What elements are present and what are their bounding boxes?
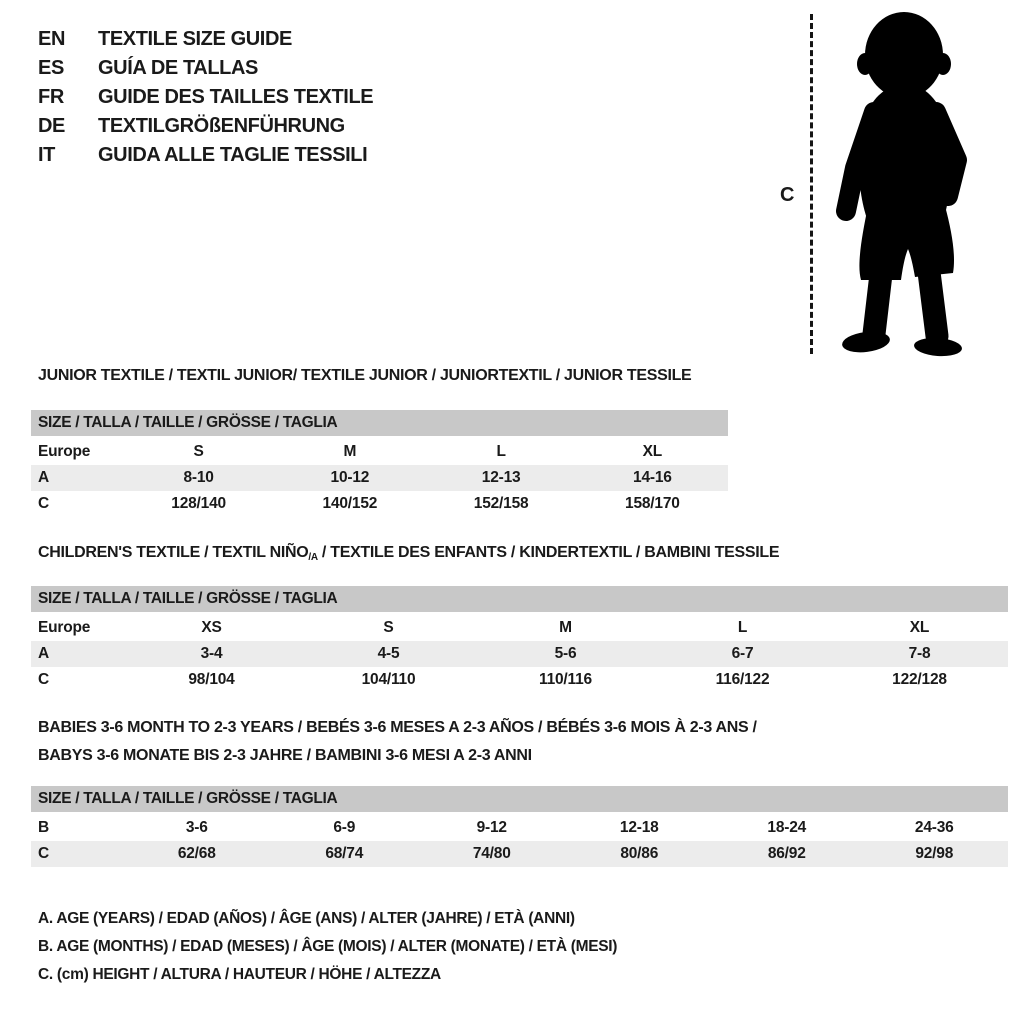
table-cell: 9-12	[476, 819, 507, 836]
note-a-age-years: A. AGE (YEARS) / EDAD (AÑOS) / ÂGE (ANS) / ALTER (JAHRE) / ETÀ (ANNI)	[38, 910, 575, 927]
guide-title-en: TEXTILE SIZE GUIDE	[98, 28, 292, 50]
table-row-age-months	[31, 815, 1008, 841]
language-code: IT	[38, 144, 55, 166]
language-row-es	[38, 57, 373, 79]
table-cell: 68/74	[325, 845, 364, 862]
table-cell: 6-7	[731, 645, 754, 662]
language-code: ES	[38, 57, 64, 79]
table-cell: L	[737, 619, 748, 636]
table-cell: 10-12	[330, 469, 370, 486]
children-title-subscript: /A	[308, 552, 318, 563]
table-cell: XL	[909, 619, 930, 636]
table-cell: 92/98	[915, 845, 954, 862]
table-cell: 3-6	[185, 819, 208, 836]
language-row-en	[38, 28, 373, 50]
table-cell: 62/68	[177, 845, 216, 862]
language-row-de	[38, 115, 373, 137]
table-cell: XS	[201, 619, 222, 636]
babies-section-title	[38, 718, 757, 766]
table-cell: 98/104	[188, 671, 235, 688]
size-table-header: SIZE / TALLA / TAILLE / GRÖSSE / TAGLIA	[31, 410, 728, 436]
children-title-rest: / TEXTILE DES ENFANTS / KINDERTEXTIL / BAMBINI TESSILE	[317, 544, 780, 561]
guide-title-fr: GUIDE DES TAILLES TEXTILE	[98, 86, 374, 108]
row-label: Europe	[38, 443, 91, 460]
table-row-height	[31, 667, 1008, 693]
table-row-age	[31, 465, 728, 491]
legend-notes	[38, 905, 617, 989]
babies-size-table	[31, 786, 1008, 867]
table-row-height	[31, 841, 1008, 867]
table-cell: 158/170	[625, 495, 680, 512]
table-cell: 8-10	[183, 469, 214, 486]
table-cell: 18-24	[767, 819, 807, 836]
table-row-age	[31, 641, 1008, 667]
row-label: B	[38, 819, 49, 836]
guide-title-es: GUÍA DE TALLAS	[98, 57, 258, 79]
guide-title-it: GUIDA ALLE TAGLIE TESSILI	[98, 144, 368, 166]
table-cell: 140/152	[322, 495, 378, 512]
table-cell: 152/158	[473, 495, 529, 512]
babies-title-line-1: BABIES 3-6 MONTH TO 2-3 YEARS / BEBÉS 3-6 MESES A 2-3 AÑOS / BÉBÉS 3-6 MOIS À 2-3 ANS /	[38, 719, 757, 736]
table-cell: 14-16	[633, 469, 672, 486]
table-cell: 104/110	[361, 671, 416, 688]
table-cell: 128/140	[171, 495, 226, 512]
table-cell: 12-13	[481, 469, 521, 486]
babies-title-line-2: BABYS 3-6 MONATE BIS 2-3 JAHRE / BAMBINI 3-6 MESI A 2-3 ANNI	[38, 747, 532, 764]
table-cell: 80/86	[620, 845, 659, 862]
size-table-header: SIZE / TALLA / TAILLE / GRÖSSE / TAGLIA	[31, 786, 1008, 812]
language-row-it	[38, 144, 373, 166]
guide-title-de: TEXTILGRÖßENFÜHRUNG	[98, 115, 345, 137]
height-measure-figure	[772, 8, 987, 360]
note-b-age-months: B. AGE (MONTHS) / EDAD (MESES) / ÂGE (MOIS) / ALTER (MONATE) / ETÀ (MESI)	[38, 938, 618, 955]
table-cell: 12-18	[619, 819, 659, 836]
table-row-europe	[31, 615, 1008, 641]
table-cell: M	[559, 619, 572, 636]
table-cell: S	[193, 443, 204, 460]
table-row-europe	[31, 439, 728, 465]
table-row-height	[31, 491, 728, 517]
junior-section-title: JUNIOR TEXTILE / TEXTIL JUNIOR/ TEXTILE JUNIOR / JUNIORTEXTIL / JUNIOR TESSILE	[38, 367, 692, 384]
children-title-main: CHILDREN'S TEXTILE / TEXTIL NIÑO	[38, 544, 309, 561]
language-code: FR	[38, 86, 64, 108]
language-title-list	[38, 28, 373, 173]
children-size-table	[31, 586, 1008, 693]
table-cell: 122/128	[892, 671, 947, 688]
note-c-height-cm: C. (cm) HEIGHT / ALTURA / HAUTEUR / HÖHE / ALTEZZA	[38, 966, 441, 983]
table-cell: 116/122	[715, 671, 770, 688]
table-cell: 5-6	[554, 645, 577, 662]
junior-size-table	[31, 410, 728, 517]
table-cell: 6-9	[333, 819, 356, 836]
row-label: C	[38, 495, 49, 512]
language-row-fr	[38, 86, 373, 108]
language-code: DE	[38, 115, 65, 137]
table-cell: 4-5	[377, 645, 400, 662]
height-c-label: C	[780, 184, 795, 206]
row-label: A	[38, 645, 49, 662]
table-cell: 86/92	[767, 845, 806, 862]
language-code: EN	[38, 28, 65, 50]
table-cell: 7-8	[908, 645, 931, 662]
row-label: C	[38, 845, 49, 862]
table-cell: M	[343, 443, 357, 460]
table-cell: 3-4	[200, 645, 223, 662]
row-label: Europe	[38, 619, 91, 636]
table-cell: S	[383, 619, 394, 636]
row-label: C	[38, 671, 49, 688]
table-cell: L	[496, 443, 506, 460]
table-cell: 74/80	[472, 845, 511, 862]
toddler-silhouette-icon	[824, 8, 984, 358]
children-section-title	[38, 543, 779, 568]
size-table-header: SIZE / TALLA / TAILLE / GRÖSSE / TAGLIA	[31, 586, 1008, 612]
row-label: A	[38, 469, 49, 486]
table-cell: XL	[642, 443, 663, 460]
table-cell: 110/116	[539, 671, 592, 688]
height-dotted-line	[810, 14, 813, 354]
table-cell: 24-36	[914, 819, 954, 836]
